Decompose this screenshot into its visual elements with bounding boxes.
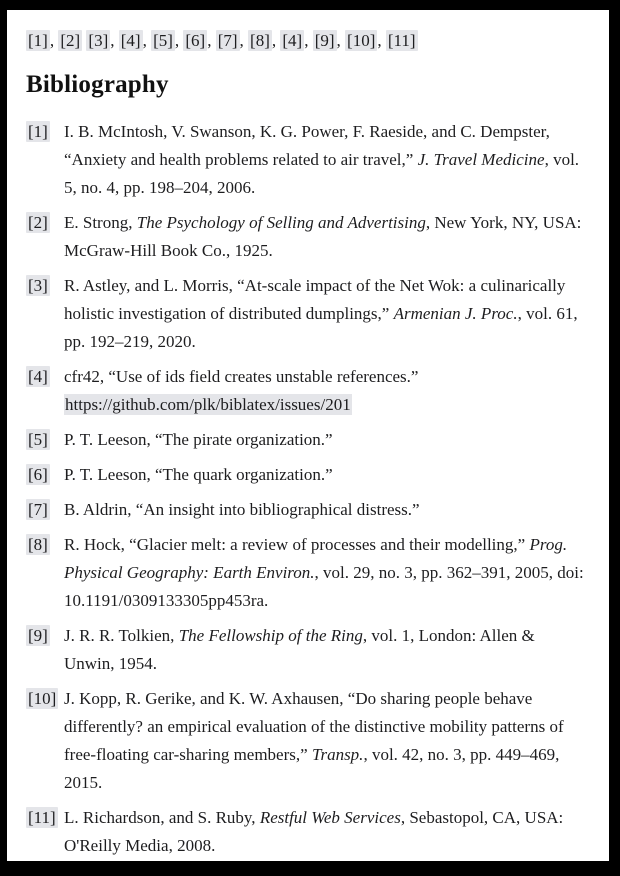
entry-text-segment: , Sebastopol, CA, USA: O'Reilly Media, 2008. — [64, 808, 564, 855]
bibliography-entry — [26, 272, 589, 356]
citation-ref[interactable]: [5] — [153, 31, 173, 50]
entry-label[interactable]: [9] — [28, 626, 48, 645]
entry-label-cell — [26, 461, 64, 489]
citation-line — [26, 27, 589, 55]
citation-separator: , — [336, 31, 346, 50]
citation-separator: , — [239, 31, 249, 50]
entry-label-cell — [26, 531, 64, 615]
entry-text-segment: , New York, NY, USA: McGraw-Hill Book Co., 1925. — [64, 213, 582, 260]
entry-text — [64, 363, 589, 419]
citation-separator: , — [377, 31, 386, 50]
entry-text — [64, 531, 589, 615]
entry-title-italic: Armenian J. Proc. — [393, 304, 518, 323]
entry-text — [64, 804, 589, 860]
bibliography-entry — [26, 426, 589, 454]
entry-label[interactable]: [4] — [28, 367, 48, 386]
entry-text — [64, 461, 589, 489]
entry-label[interactable]: [5] — [28, 430, 48, 449]
citation-ref[interactable]: [11] — [387, 31, 416, 50]
citation-separator: , — [110, 31, 119, 50]
entry-label-cell — [26, 426, 64, 454]
entry-title-italic: Prog. Physical Geography: Earth Environ. — [64, 535, 568, 582]
entry-text-segment: , vol. 42, no. 3, pp. 449–469, 2015. — [64, 745, 560, 792]
entry-label[interactable]: [11] — [28, 808, 56, 827]
citation-ref[interactable]: [7] — [217, 31, 238, 50]
bibliography-entry — [26, 118, 589, 202]
entry-text-segment: R. Astley, and L. Morris, “At-scale impact of the Net Wok: a culinarically holistic investigation of distributed dumplings,” — [64, 276, 566, 323]
entry-text-segment: P. T. Leeson, “The quark organization.” — [64, 465, 333, 484]
citation-ref[interactable]: [3] — [88, 31, 109, 50]
entry-title-italic: The Psychology of Selling and Advertising — [136, 213, 426, 232]
entry-text-segment: L. Richardson, and S. Ruby, — [64, 808, 260, 827]
bibliography-entry — [26, 461, 589, 489]
bibliography-entry — [26, 496, 589, 524]
bibliography-heading: Bibliography — [26, 71, 169, 98]
entry-link[interactable]: https://github.com/plk/biblatex/issues/201 — [65, 395, 351, 414]
citation-separator: , — [142, 31, 152, 50]
entry-text-segment: cfr42, “Use of ids field creates unstable references.” — [64, 367, 419, 386]
bibliography-entry — [26, 363, 589, 419]
entry-label-cell — [26, 209, 64, 265]
bibliography-entry — [26, 209, 589, 265]
entry-text — [64, 622, 589, 678]
citation-separator: , — [174, 31, 184, 50]
bibliography-entry — [26, 622, 589, 678]
citation-separator: , — [271, 31, 281, 50]
entry-text-segment: J. R. R. Tolkien, — [64, 626, 179, 645]
bibliography-list — [26, 118, 589, 860]
citation-ref[interactable]: [10] — [347, 31, 376, 50]
entry-label-cell — [26, 804, 64, 860]
entry-text-segment: , vol. 5, no. 4, pp. 198–204, 2006. — [64, 150, 580, 197]
entry-text-segment: , vol. 61, pp. 192–219, 2020. — [64, 304, 578, 351]
entry-label[interactable]: [2] — [28, 213, 48, 232]
entry-title-italic: The Fellowship of the Ring — [178, 626, 363, 645]
entry-label[interactable]: [8] — [28, 535, 48, 554]
citation-ref[interactable]: [6] — [185, 31, 206, 50]
entry-title-italic: Restful Web Services — [259, 808, 401, 827]
entry-label-cell — [26, 685, 64, 797]
entry-text-segment: R. Hock, “Glacier melt: a review of processes and their modelling,” — [64, 535, 530, 554]
entry-text-segment: P. T. Leeson, “The pirate organization.” — [64, 430, 333, 449]
entry-label[interactable]: [10] — [28, 689, 57, 708]
entry-text — [64, 496, 589, 524]
bibliography-entry — [26, 804, 589, 860]
entry-label-cell — [26, 118, 64, 202]
entry-label-cell — [26, 363, 64, 419]
entry-label-cell — [26, 622, 64, 678]
entry-label[interactable]: [7] — [28, 500, 48, 519]
bibliography-entry — [26, 685, 589, 797]
citation-ref[interactable]: [8] — [250, 31, 270, 50]
entry-text — [64, 118, 589, 202]
citation-ref[interactable]: [1] — [28, 31, 48, 50]
entry-title-italic: J. Travel Medicine — [417, 150, 545, 169]
entry-text — [64, 209, 589, 265]
entry-text — [64, 272, 589, 356]
entry-text-segment: B. Aldrin, “An insight into bibliographical distress.” — [64, 500, 420, 519]
entry-title-italic: Transp. — [311, 745, 364, 764]
citation-ref[interactable]: [4] — [120, 31, 141, 50]
entry-text-segment: E. Strong, — [64, 213, 137, 232]
entry-text-segment: , vol. 29, no. 3, pp. 362–391, 2005, doi: 10.1191/0309133305pp453ra. — [64, 563, 584, 610]
entry-label[interactable]: [1] — [28, 122, 48, 141]
entry-text-segment: J. Kopp, R. Gerike, and K. W. Axhausen, “Do sharing people behave differently? an empirical evaluation of the distinctive mobility patterns of free-floating car-sharing members,” — [64, 689, 564, 764]
citation-ref[interactable]: [9] — [314, 31, 335, 50]
citation-ref[interactable]: [2] — [60, 31, 81, 50]
citation-separator: , — [304, 31, 313, 50]
entry-text — [64, 685, 589, 797]
citation-separator: , — [49, 31, 59, 50]
citation-separator: , — [207, 31, 216, 50]
entry-label-cell — [26, 496, 64, 524]
citation-ref[interactable]: [4] — [282, 31, 303, 50]
entry-label[interactable]: [3] — [28, 276, 48, 295]
entry-text-segment: , vol. 1, London: Allen & Unwin, 1954. — [64, 626, 535, 673]
entry-label[interactable]: [6] — [28, 465, 48, 484]
document-page — [7, 10, 609, 861]
entry-text — [64, 426, 589, 454]
bibliography-entry — [26, 531, 589, 615]
entry-text-segment: I. B. McIntosh, V. Swanson, K. G. Power, F. Raeside, and C. Dempster, “Anxiety and health problems related to air travel,” — [64, 122, 550, 169]
entry-label-cell — [26, 272, 64, 356]
